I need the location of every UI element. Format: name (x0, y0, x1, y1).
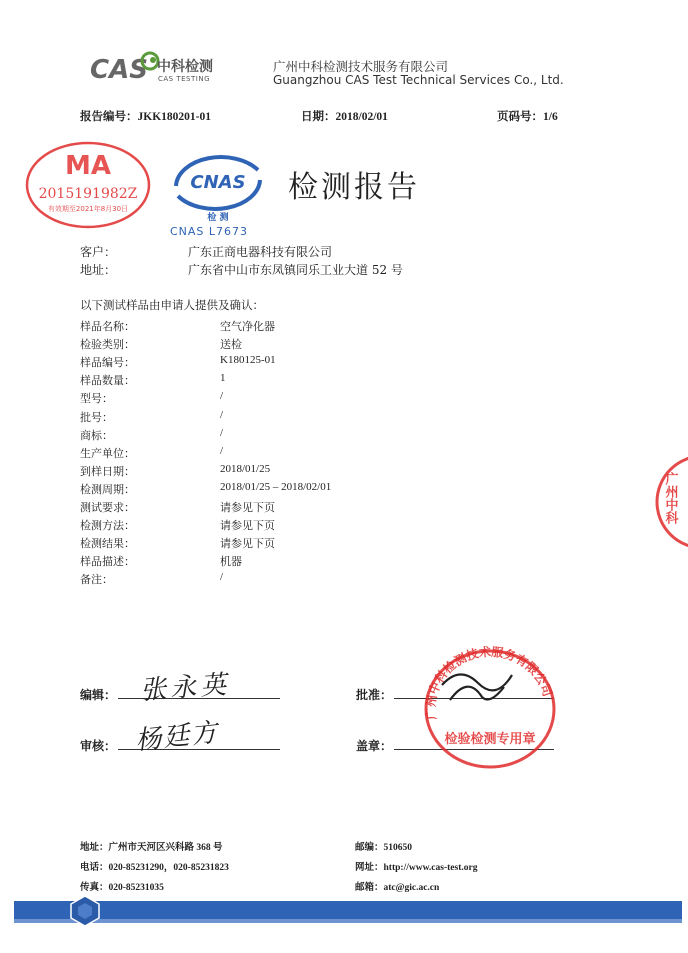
cma-number: 2015191982Z (38, 186, 138, 202)
field-label: 批号： (80, 411, 113, 424)
field-row (80, 553, 500, 569)
field-row (80, 571, 500, 587)
footer-address-value: 广州市天河区兴科路 368 号 (108, 843, 223, 853)
field-value: 请参见下页 (220, 538, 275, 550)
footer-email-label: 邮箱： (355, 883, 384, 893)
edge-seal (648, 452, 688, 552)
cnas-caption: 检 测 (207, 213, 229, 223)
field-value: 2018/01/25 (220, 463, 271, 475)
footer-website-label: 网址： (355, 863, 384, 873)
field-value: K180125-01 (220, 354, 276, 366)
field-label: 样品名称： (80, 320, 135, 333)
cnas-text: CNAS (190, 172, 246, 193)
field-value: / (220, 445, 224, 457)
company-name-cn: 广州中科检测技术服务有限公司 (273, 59, 449, 74)
footer-email-value: atc@gic.ac.cn (383, 883, 440, 893)
field-label: 备注： (80, 573, 113, 586)
footer-fax-value: 020-85231035 (108, 883, 164, 893)
client-label: 客户： (80, 245, 117, 259)
footer-phone-label: 电话： (80, 863, 109, 873)
report-number-label: 报告编号： (80, 111, 138, 123)
report-number-value: JKK180201-01 (137, 111, 211, 123)
field-label: 检验类别： (80, 338, 135, 351)
field-label: 生产单位： (80, 447, 135, 460)
company-seal-icon (420, 645, 560, 770)
approver-label: 批准： (356, 688, 393, 702)
footer-band (14, 901, 682, 919)
field-row (80, 318, 500, 334)
field-value: 送检 (220, 339, 242, 351)
field-label: 到样日期： (80, 465, 135, 478)
field-label: 样品描述： (80, 555, 135, 568)
field-row (80, 390, 500, 406)
field-label: 检测周期： (80, 483, 135, 496)
footer-phone-value: 020-85231290，020-85231823 (108, 863, 229, 873)
seal-text-bottom: 检验检测专用章 (444, 732, 536, 747)
field-label: 型号： (80, 392, 113, 405)
field-row (80, 517, 500, 533)
footer-address-label: 地址： (80, 843, 109, 853)
reviewer-label: 审核： (80, 739, 117, 753)
field-value: 请参见下页 (220, 502, 275, 514)
cma-seal-icon (24, 140, 152, 230)
logo-cn: 中科检测 (157, 59, 213, 75)
footer-hexagon-icon (70, 895, 100, 927)
edge-seal-text: 广州中科 (662, 472, 678, 524)
field-value: 机器 (220, 556, 242, 568)
footer-email (355, 879, 439, 893)
footer-band-light (14, 919, 682, 923)
cnas-number: CNAS L7673 (170, 225, 249, 238)
logo-en: CAS TESTING (158, 75, 210, 83)
footer-postcode-value: 510650 (383, 843, 413, 853)
company-seal (420, 645, 560, 770)
footer-postcode-label: 邮编： (355, 843, 384, 853)
field-value: / (220, 571, 224, 583)
footer-website-value: http://www.cas-test.org (383, 863, 478, 873)
field-label: 检测方法： (80, 519, 135, 532)
cnas-mark (168, 148, 268, 238)
field-row (80, 427, 500, 443)
field-value: 2018/01/25 – 2018/02/01 (220, 481, 332, 493)
cnas-logo-icon (168, 148, 268, 238)
report-number (80, 108, 211, 124)
client-row (80, 243, 480, 259)
field-row (80, 336, 500, 352)
footer-fax-label: 传真： (80, 883, 109, 893)
editor-signature: 张永英 (139, 669, 232, 707)
cma-validity: 有效期至2021年8月30日 (47, 205, 129, 213)
footer-address (80, 839, 223, 853)
field-row (80, 445, 500, 461)
field-label: 商标： (80, 429, 113, 442)
field-row (80, 409, 500, 425)
cma-stamp (24, 140, 152, 230)
page-number-value: 1/6 (543, 111, 558, 123)
field-row (80, 354, 500, 370)
field-row (80, 535, 500, 551)
field-value: 空气净化器 (220, 321, 275, 333)
field-value: 1 (220, 372, 226, 384)
field-label: 检测结果： (80, 537, 135, 550)
field-row (80, 499, 500, 515)
company-name-en: Guangzhou CAS Test Technical Services Co., Ltd. (273, 73, 564, 87)
report-date-value: 2018/02/01 (335, 111, 388, 123)
seal-text-top-path: 广州中科检测技术服务有限公司 (423, 645, 555, 721)
field-label: 样品数量： (80, 374, 135, 387)
report-date-label: 日期： (301, 111, 336, 123)
seal-text-top (423, 645, 555, 721)
edge-seal-icon (648, 452, 688, 552)
field-row (80, 463, 500, 479)
field-value: / (220, 427, 224, 439)
field-value: / (220, 390, 224, 402)
logo-brand-text: CAS (90, 55, 148, 85)
reviewer-signature: 杨廷方 (133, 717, 221, 757)
field-row (80, 481, 500, 497)
field-label: 样品编号： (80, 356, 135, 369)
footer-website (355, 859, 477, 873)
footer-fax (80, 879, 164, 893)
footer-phone (80, 859, 229, 873)
field-label: 测试要求： (80, 501, 135, 514)
cma-text: MA (65, 151, 111, 181)
field-value: 请参见下页 (220, 520, 275, 532)
report-date (301, 108, 388, 124)
page-number-label: 页码号： (497, 111, 543, 123)
page-number (497, 108, 558, 124)
address-label: 地址： (80, 263, 117, 277)
field-value: / (220, 409, 224, 421)
editor-label: 编辑： (80, 688, 117, 702)
address-row (80, 261, 480, 277)
page-title: 检测报告 (288, 170, 420, 205)
field-row (80, 372, 500, 388)
footer-postcode (355, 839, 412, 853)
intro-text: 以下测试样品由申请人提供及确认： (80, 298, 264, 312)
seal-label: 盖章： (356, 739, 393, 753)
client-value: 广东正商电器科技有限公司 (188, 245, 333, 259)
address-value: 广东省中山市东凤镇同乐工业大道 52 号 (188, 263, 403, 277)
